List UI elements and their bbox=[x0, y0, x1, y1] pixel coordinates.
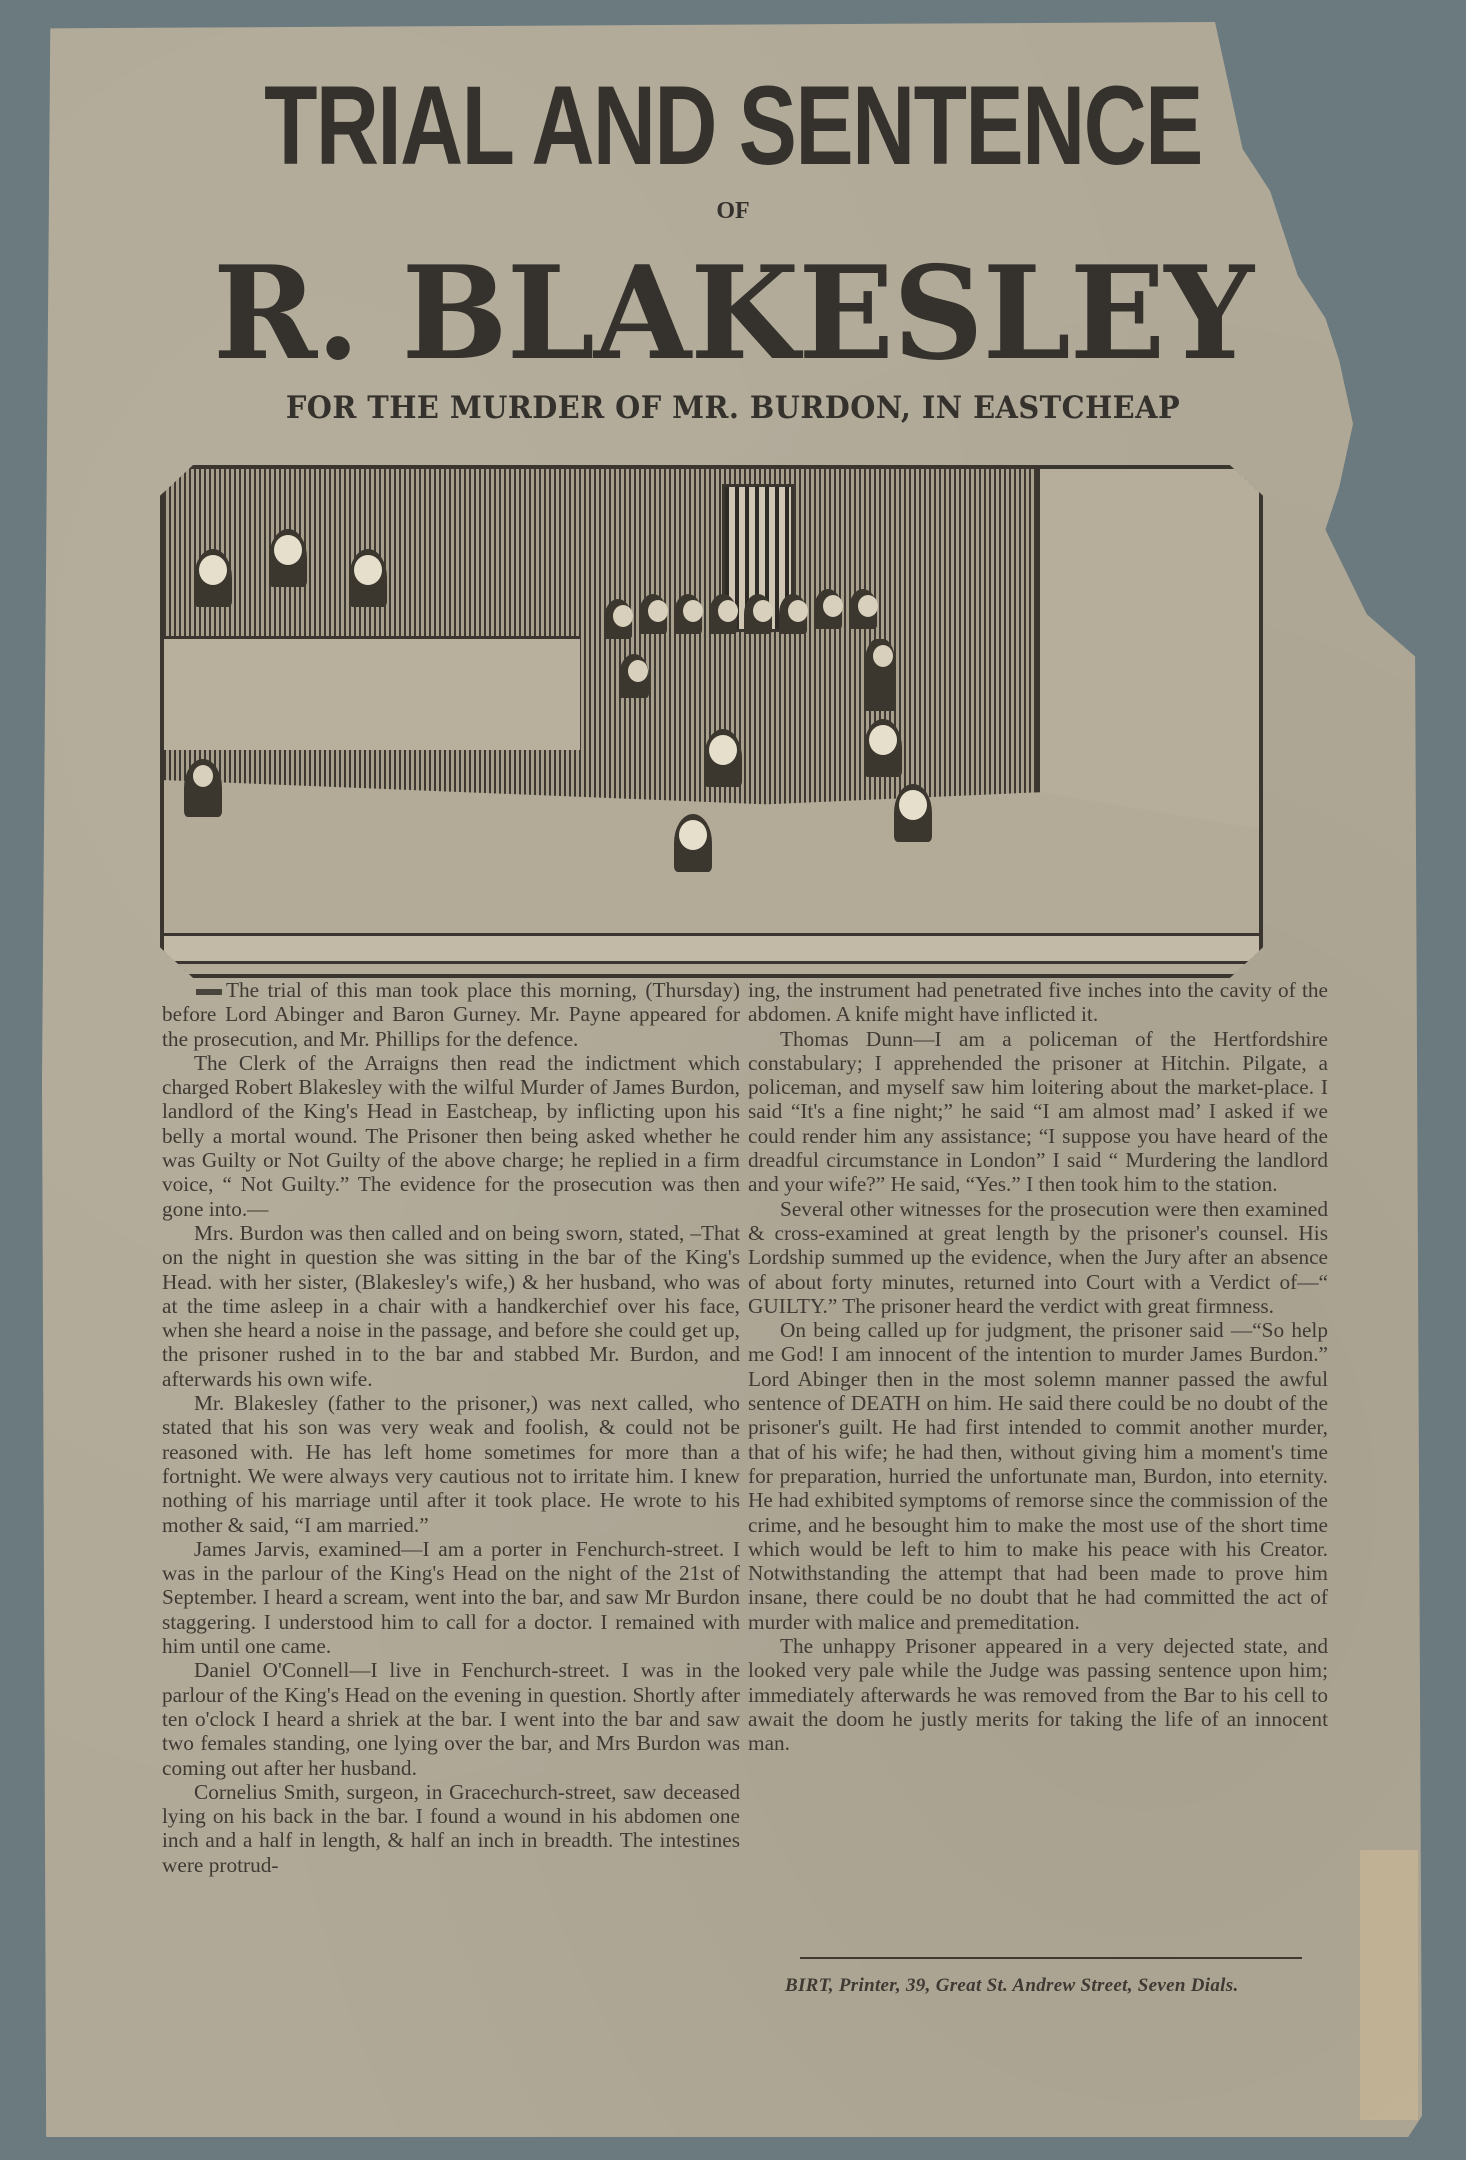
pointing-hand-icon bbox=[196, 989, 222, 995]
barrister-figure bbox=[864, 719, 902, 777]
paragraph-sentence: On being called up for judgment, the prisoner said —“So help me God! I am innocent of the intention to murder James Burdon.” Lord Abinger then in the most solemn manner passed the awful sentence of DEATH on him. He said there could be no doubt of the prisoner's guilt. He had first intended to commit another murder, that of his wife; he had then, without giving him a moment's time for preparation, hurried the unfortunate man, Burdon, into eternity. He had exhibited symptoms of remorse since the commission of the crime, and he besought him to make the most use of the short time which would be left to him to make his peace with his Creator. Notwithstanding the attempt that had been made to prove him insane, there could be no doubt that he had committed the act of murder with malice and premeditation. bbox=[748, 1318, 1328, 1634]
standing-spectator-figure bbox=[864, 639, 896, 711]
article-left-column bbox=[162, 978, 740, 1877]
barrister-figure bbox=[674, 814, 712, 872]
barrister-figure bbox=[894, 784, 932, 842]
juror-figure bbox=[744, 594, 772, 634]
judge-figure bbox=[194, 549, 232, 607]
courtroom-woodcut-illustration bbox=[160, 465, 1263, 978]
juror-figure bbox=[849, 589, 877, 629]
headline-name: R. BLAKESLEY bbox=[213, 239, 1253, 389]
courtroom-rail bbox=[164, 933, 1259, 964]
paragraph-prisoner-removed: The unhappy Prisoner appeared in a very dejected state, and looked very pale while the Judge was passing sentence upon him; immediately afterwards he was removed from the Bar to his cell to await the doom he justly merits for taking the life of an innocent man. bbox=[748, 1634, 1328, 1756]
judge-figure bbox=[349, 549, 387, 607]
juror-figure bbox=[604, 599, 632, 639]
judge-figure bbox=[269, 529, 307, 587]
printer-imprint: BIRT, Printer, 39, Great St. Andrew Street, Seven Dials. bbox=[785, 1975, 1239, 1996]
judges-bench bbox=[164, 636, 580, 750]
paragraph-indictment: The Clerk of the Arraigns then read the indictment which charged Robert Blakesley with the wilful Murder of James Burdon, landlord of the King's Head in Eastcheap, by inflicting upon his belly a mortal wound. The Prisoner then being asked whether he was Guilty or Not Guilty of the above charge; he replied in a firm voice, “ Not Guilty.” The evidence for the prosecution was then gone into.— bbox=[162, 1050, 740, 1221]
paragraph-continuation: ing, the instrument had penetrated five inches into the cavity of the abdomen. A knife might have inflicted it. bbox=[748, 978, 1328, 1027]
article-right-column bbox=[748, 978, 1328, 1756]
juror-figure bbox=[709, 594, 737, 634]
headline-subtitle: FOR THE MURDER OF MR. BURDON, IN EASTCHEAP bbox=[285, 390, 1181, 426]
headline-of: OF bbox=[716, 198, 750, 224]
juror-figure bbox=[674, 594, 702, 634]
paragraph-cornelius-smith: Cornelius Smith, surgeon, in Gracechurch-street, saw deceased lying on his back in the bar. I found a wound in his abdomen one inch and a half in length, & half an inch in breadth. The intestines were protrud- bbox=[162, 1779, 740, 1877]
imprint-divider bbox=[800, 1957, 1302, 1959]
paragraph-verdict: Several other witnesses for the prosecution were then examined & cross-examined at great length by the prisoner's counsel. His Lordship summed up the evidence, when the Jury after an absence of about forty minutes, returned into Court with a Verdict of—“ GUILTY.” The prisoner heard the verdict with great firmness. bbox=[748, 1196, 1328, 1318]
juror-figure bbox=[639, 594, 667, 634]
paragraph-thomas-dunn: Thomas Dunn—I am a policeman of the Hertfordshire constabulary; I apprehended the prisoner at Hitchin. Pilgate, a policeman, and myself saw him loitering about the market-place. I said “It's a fine night;” he said “I am almost mad’ I asked if we could render him any assistance; “I suppose you have heard of the dreadful circumstance in London” I said “ Murdering the landlord and your wife?” He said, “Yes.” I then took him to the station. bbox=[748, 1026, 1328, 1197]
prisoner-figure bbox=[619, 654, 649, 698]
barrister-figure bbox=[704, 729, 742, 787]
paragraph-james-jarvis: James Jarvis, examined—I am a porter in Fenchurch-street. I was in the parlour of the King's Head on the night of the 21st of September. I heard a scream, went into the bar, and saw Mr Burdon staggering. I understood him to call for a doctor. I remained with him until one came. bbox=[162, 1536, 740, 1659]
paragraph-mr-blakesley: Mr. Blakesley (father to the prisoner,) was next called, who stated that his son was very weak and foolish, & could not be reasoned with. He has left home sometimes for more than a fortnight. We were always very cautious not to irritate him. I knew nothing of his marriage until after it took place. He wrote to his mother & said, “I am married.” bbox=[162, 1391, 740, 1537]
paragraph-opening: The trial of this man took place this morning, (Thursday) before Lord Abinger and Baron Gurney. Mr. Payne appeared for the prosecution, and Mr. Phillips for the defence. bbox=[162, 978, 740, 1051]
juror-figure bbox=[814, 589, 842, 629]
clerk-figure bbox=[184, 759, 222, 817]
headline-trial-and-sentence: TRIAL AND SENTENCE bbox=[264, 63, 1202, 188]
repair-tape bbox=[1360, 1850, 1418, 2120]
paragraph-daniel-oconnell: Daniel O'Connell—I live in Fenchurch-street. I was in the parlour of the King's Head on the evening in question. Shortly after ten o'clock I heard a shriek at the bar. I went into the bar and saw two females standing, one lying over the bar, and Mrs Burdon was coming out after her husband. bbox=[162, 1658, 740, 1780]
paragraph-mrs-burdon: Mrs. Burdon was then called and on being sworn, stated, –That on the night in question she was sitting in the bar of the King's Head. with her sister, (Blakesley's wife,) & her husband, who was at the time asleep in a chair with a handkerchief over his face, when she heard a noise in the passage, and before she could get up, the prisoner rushed in to the bar and stabbed Mr. Burdon, and afterwards his own wife. bbox=[162, 1220, 740, 1391]
juror-figure bbox=[779, 594, 807, 634]
